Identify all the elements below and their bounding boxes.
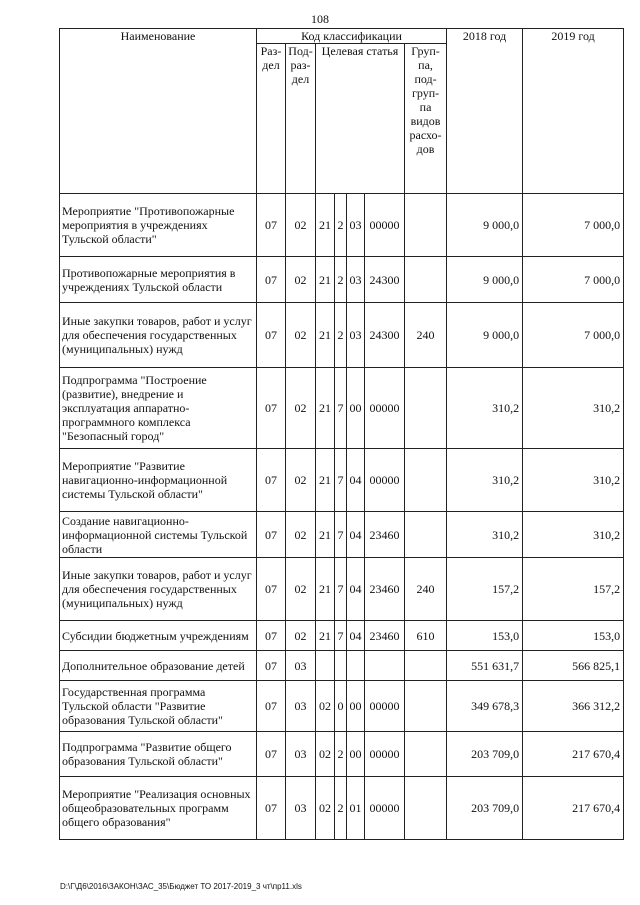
- cell-name: Мероприятие "Противопожарные мероприятия в учреждениях Тульской области": [60, 194, 257, 257]
- cell-c2: 0: [335, 681, 347, 732]
- cell-name: Субсидии бюджетным учреждениям: [60, 621, 257, 651]
- cell-v1: 153,0: [447, 621, 523, 651]
- cell-v2: 157,2: [523, 558, 624, 621]
- cell-c2: 2: [335, 732, 347, 777]
- cell-c2: 2: [335, 257, 347, 303]
- cell-v2: 217 670,4: [523, 777, 624, 840]
- cell-g: [405, 681, 447, 732]
- cell-pr: 03: [286, 651, 316, 681]
- cell-g: 240: [405, 558, 447, 621]
- budget-table: [59, 28, 624, 840]
- cell-c2: 7: [335, 449, 347, 512]
- cell-v1: 9 000,0: [447, 303, 523, 368]
- cell-g: [405, 732, 447, 777]
- cell-c4: 24300: [365, 303, 405, 368]
- cell-r: 07: [257, 621, 286, 651]
- page-number: 108: [311, 12, 329, 26]
- cell-r: 07: [257, 368, 286, 449]
- cell-v2: 7 000,0: [523, 194, 624, 257]
- header-code: Код классификации: [257, 29, 447, 44]
- cell-c3: 04: [347, 449, 365, 512]
- cell-g: [405, 777, 447, 840]
- cell-c4: 00000: [365, 194, 405, 257]
- cell-pr: 02: [286, 368, 316, 449]
- cell-g: 240: [405, 303, 447, 368]
- cell-c1: [316, 651, 335, 681]
- cell-c1: 21: [316, 303, 335, 368]
- cell-r: 07: [257, 558, 286, 621]
- cell-name: Дополнительное образование детей: [60, 651, 257, 681]
- cell-c3: 03: [347, 257, 365, 303]
- cell-v2: 310,2: [523, 368, 624, 449]
- cell-name: Мероприятие "Реализация основных общеобразовательных программ общего образования": [60, 777, 257, 840]
- cell-v2: 566 825,1: [523, 651, 624, 681]
- cell-v2: 7 000,0: [523, 303, 624, 368]
- table-row: [60, 449, 624, 512]
- cell-c1: 21: [316, 512, 335, 558]
- table-row: [60, 681, 624, 732]
- cell-c3: 03: [347, 303, 365, 368]
- cell-c3: 04: [347, 512, 365, 558]
- cell-r: 07: [257, 303, 286, 368]
- header-2019: 2019 год: [523, 29, 624, 194]
- cell-v2: 366 312,2: [523, 681, 624, 732]
- cell-v1: 310,2: [447, 449, 523, 512]
- cell-c1: 21: [316, 194, 335, 257]
- table-row: [60, 651, 624, 681]
- cell-c1: 21: [316, 558, 335, 621]
- cell-v2: 217 670,4: [523, 732, 624, 777]
- cell-c2: [335, 651, 347, 681]
- cell-pr: 02: [286, 303, 316, 368]
- header-razdel: Раз- дел: [257, 44, 286, 194]
- cell-c1: 02: [316, 681, 335, 732]
- cell-g: 610: [405, 621, 447, 651]
- cell-c3: 00: [347, 732, 365, 777]
- cell-c4: 00000: [365, 777, 405, 840]
- cell-c2: 7: [335, 558, 347, 621]
- cell-v2: 310,2: [523, 449, 624, 512]
- cell-r: 07: [257, 777, 286, 840]
- cell-v1: 157,2: [447, 558, 523, 621]
- cell-c3: 03: [347, 194, 365, 257]
- cell-c4: 00000: [365, 732, 405, 777]
- cell-pr: 02: [286, 558, 316, 621]
- cell-v2: 7 000,0: [523, 257, 624, 303]
- cell-c2: 7: [335, 368, 347, 449]
- cell-pr: 02: [286, 257, 316, 303]
- cell-v1: 9 000,0: [447, 257, 523, 303]
- cell-name: Мероприятие "Развитие навигационно-информационной системы Тульской области": [60, 449, 257, 512]
- cell-c3: 00: [347, 681, 365, 732]
- cell-c1: 21: [316, 368, 335, 449]
- table-row: [60, 558, 624, 621]
- cell-c1: 02: [316, 732, 335, 777]
- cell-c4: [365, 651, 405, 681]
- cell-pr: 02: [286, 449, 316, 512]
- cell-c3: [347, 651, 365, 681]
- cell-r: 07: [257, 681, 286, 732]
- cell-c1: 21: [316, 621, 335, 651]
- cell-c2: 7: [335, 512, 347, 558]
- cell-g: [405, 651, 447, 681]
- cell-c2: 2: [335, 777, 347, 840]
- cell-pr: 03: [286, 777, 316, 840]
- header-podrazdel: Под- раз- дел: [286, 44, 316, 194]
- table-row: [60, 777, 624, 840]
- cell-c4: 23460: [365, 512, 405, 558]
- cell-v1: 310,2: [447, 368, 523, 449]
- table-row: [60, 257, 624, 303]
- table-row: [60, 368, 624, 449]
- header-name: Наименование: [60, 29, 257, 194]
- cell-name: Подпрограмма "Развитие общего образования Тульской области": [60, 732, 257, 777]
- cell-g: [405, 194, 447, 257]
- header-group: Груп- па, под- груп- па видов расхо- дов: [405, 44, 447, 194]
- cell-c4: 00000: [365, 681, 405, 732]
- cell-r: 07: [257, 651, 286, 681]
- table-row: [60, 194, 624, 257]
- cell-g: [405, 449, 447, 512]
- header-target: Целевая статья: [316, 44, 405, 194]
- cell-r: 07: [257, 257, 286, 303]
- cell-pr: 02: [286, 512, 316, 558]
- cell-g: [405, 368, 447, 449]
- table-row: [60, 512, 624, 558]
- cell-pr: 02: [286, 194, 316, 257]
- cell-c3: 01: [347, 777, 365, 840]
- cell-name: Иные закупки товаров, работ и услуг для обеспечения государственных (муниципальных) нужд: [60, 303, 257, 368]
- table-row: [60, 621, 624, 651]
- cell-v2: 153,0: [523, 621, 624, 651]
- cell-v1: 203 709,0: [447, 777, 523, 840]
- cell-v1: 9 000,0: [447, 194, 523, 257]
- cell-c4: 23460: [365, 558, 405, 621]
- cell-r: 07: [257, 449, 286, 512]
- cell-pr: 03: [286, 732, 316, 777]
- cell-v1: 349 678,3: [447, 681, 523, 732]
- cell-c2: 7: [335, 621, 347, 651]
- cell-v2: 310,2: [523, 512, 624, 558]
- cell-name: Иные закупки товаров, работ и услуг для обеспечения государственных (муниципальных) нужд: [60, 558, 257, 621]
- table-row: [60, 732, 624, 777]
- cell-name: Противопожарные мероприятия в учреждениях Тульской области: [60, 257, 257, 303]
- cell-name: Создание навигационно-информационной системы Тульской области: [60, 512, 257, 558]
- cell-c2: 2: [335, 194, 347, 257]
- cell-c1: 02: [316, 777, 335, 840]
- cell-c4: 23460: [365, 621, 405, 651]
- cell-c2: 2: [335, 303, 347, 368]
- cell-name: Государственная программа Тульской области "Развитие образования Тульской области": [60, 681, 257, 732]
- cell-v1: 310,2: [447, 512, 523, 558]
- cell-r: 07: [257, 194, 286, 257]
- cell-c4: 00000: [365, 449, 405, 512]
- table-row: [60, 303, 624, 368]
- file-path-footer: D:\Г\Д6\2016\ЗАКОН\ЗАС_35\Бюджет ТО 2017-2019_3 чт\пр11.xls: [60, 882, 302, 891]
- cell-c4: 24300: [365, 257, 405, 303]
- cell-g: [405, 257, 447, 303]
- cell-c3: 04: [347, 621, 365, 651]
- cell-c4: 00000: [365, 368, 405, 449]
- cell-pr: 02: [286, 621, 316, 651]
- cell-r: 07: [257, 512, 286, 558]
- cell-r: 07: [257, 732, 286, 777]
- header-2018: 2018 год: [447, 29, 523, 194]
- cell-g: [405, 512, 447, 558]
- cell-c1: 21: [316, 257, 335, 303]
- cell-pr: 03: [286, 681, 316, 732]
- cell-name: Подпрограмма "Построение (развитие), внедрение и эксплуатация аппаратно-программного комплекса "Безопасный город": [60, 368, 257, 449]
- cell-v1: 551 631,7: [447, 651, 523, 681]
- cell-c1: 21: [316, 449, 335, 512]
- cell-c3: 04: [347, 558, 365, 621]
- cell-c3: 00: [347, 368, 365, 449]
- cell-v1: 203 709,0: [447, 732, 523, 777]
